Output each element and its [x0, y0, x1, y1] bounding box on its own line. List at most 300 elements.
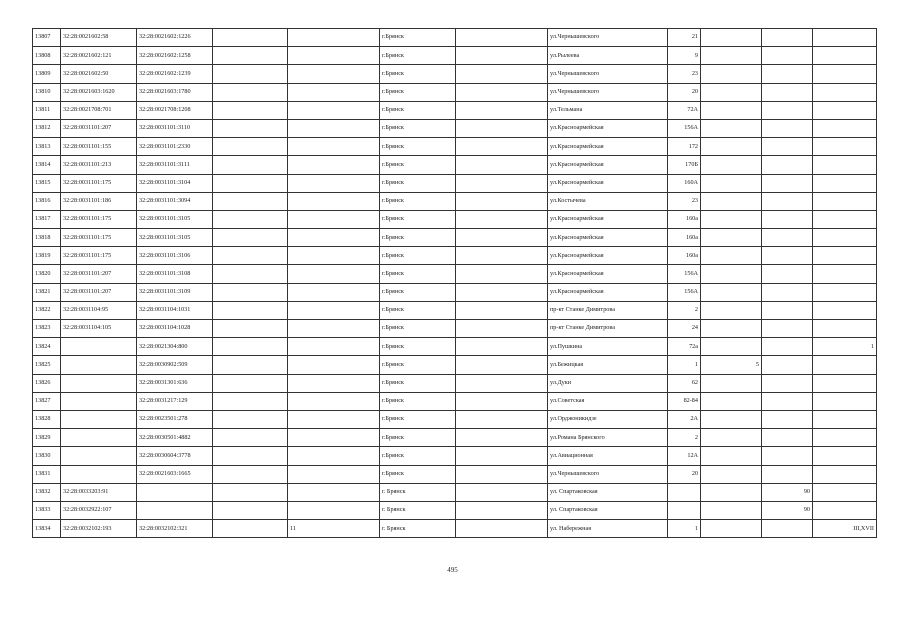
empty-col-2-cell: [456, 29, 548, 47]
col-extra-1-cell: [701, 265, 762, 283]
cadastral-number-building-cell: 32:28:0030501:4882: [137, 429, 213, 447]
empty-col-2-cell: [456, 210, 548, 228]
house-number-cell: 9: [668, 47, 701, 65]
cadastral-number-land-cell: 32:28:0033203:91: [61, 483, 137, 501]
col-extra-1-cell: [701, 210, 762, 228]
table-row: [33, 483, 877, 501]
extra-col-cell: [288, 47, 380, 65]
city-cell: г.Брянск: [380, 47, 456, 65]
table-row: [33, 265, 877, 283]
empty-col-cell: [213, 29, 288, 47]
col-extra-1-cell: [701, 192, 762, 210]
cadastral-number-building-cell: 32:28:0021602:1239: [137, 65, 213, 83]
empty-col-2-cell: [456, 320, 548, 338]
row-number-cell: 13811: [33, 101, 61, 119]
col-extra-1-cell: [701, 374, 762, 392]
extra-col-cell: [288, 301, 380, 319]
col-extra-1-cell: [701, 283, 762, 301]
extra-col-cell: [288, 138, 380, 156]
col-extra-1-cell: [701, 338, 762, 356]
house-number-cell: [668, 501, 701, 519]
street-cell: ул.Красноармейская: [548, 265, 668, 283]
empty-col-cell: [213, 101, 288, 119]
row-number-cell: 13814: [33, 156, 61, 174]
empty-col-2-cell: [456, 392, 548, 410]
house-number-cell: 160А: [668, 174, 701, 192]
col-extra-1-cell: [701, 101, 762, 119]
col-extra-2-cell: 90: [762, 483, 813, 501]
col-extra-2-cell: [762, 429, 813, 447]
col-extra-3-cell: [813, 429, 877, 447]
empty-col-cell: [213, 410, 288, 428]
city-cell: г.Брянск: [380, 338, 456, 356]
table-row: [33, 301, 877, 319]
empty-col-2-cell: [456, 283, 548, 301]
col-extra-2-cell: [762, 301, 813, 319]
street-cell: ул.Красноармейская: [548, 283, 668, 301]
col-extra-3-cell: [813, 265, 877, 283]
cadastral-number-land-cell: 32:28:0031101:175: [61, 174, 137, 192]
street-cell: ул.Пушкина: [548, 338, 668, 356]
extra-col-cell: [288, 229, 380, 247]
city-cell: г.Брянск: [380, 119, 456, 137]
cadastral-number-building-cell: 32:28:0031101:3094: [137, 192, 213, 210]
house-number-cell: 156А: [668, 283, 701, 301]
cadastral-number-land-cell: 32:28:0021602:58: [61, 29, 137, 47]
cadastral-number-land-cell: 32:28:0031101:175: [61, 229, 137, 247]
extra-col-cell: [288, 338, 380, 356]
cadastral-number-land-cell: 32:28:0031101:207: [61, 119, 137, 137]
city-cell: г.Брянск: [380, 410, 456, 428]
col-extra-1-cell: [701, 483, 762, 501]
extra-col-cell: [288, 447, 380, 465]
col-extra-1-cell: [701, 174, 762, 192]
col-extra-3-cell: [813, 320, 877, 338]
city-cell: г. Брянск: [380, 520, 456, 538]
col-extra-1-cell: [701, 410, 762, 428]
col-extra-1-cell: [701, 29, 762, 47]
street-cell: пр-кт Станке Димитрова: [548, 320, 668, 338]
col-extra-1-cell: [701, 119, 762, 137]
city-cell: г.Брянск: [380, 320, 456, 338]
col-extra-2-cell: [762, 320, 813, 338]
extra-col-cell: [288, 283, 380, 301]
row-number-cell: 13815: [33, 174, 61, 192]
house-number-cell: 172: [668, 138, 701, 156]
city-cell: г.Брянск: [380, 301, 456, 319]
house-number-cell: 1: [668, 520, 701, 538]
cadastral-number-building-cell: 32:28:0031101:3111: [137, 156, 213, 174]
street-cell: ул. Спартаковская: [548, 501, 668, 519]
cadastral-number-building-cell: 32:28:0031101:3104: [137, 174, 213, 192]
cadastral-number-building-cell: 32:28:0021304:800: [137, 338, 213, 356]
empty-col-2-cell: [456, 119, 548, 137]
extra-col-cell: [288, 465, 380, 483]
row-number-cell: 13828: [33, 410, 61, 428]
empty-col-cell: [213, 247, 288, 265]
empty-col-2-cell: [456, 338, 548, 356]
col-extra-2-cell: [762, 283, 813, 301]
col-extra-3-cell: [813, 210, 877, 228]
empty-col-2-cell: [456, 265, 548, 283]
street-cell: ул.Красноармейская: [548, 156, 668, 174]
street-cell: ул.Чернышевского: [548, 465, 668, 483]
table-row: [33, 410, 877, 428]
cadastral-number-land-cell: 32:28:0021602:121: [61, 47, 137, 65]
cadastral-number-land-cell: [61, 338, 137, 356]
table-row: [33, 29, 877, 47]
city-cell: г.Брянск: [380, 156, 456, 174]
row-number-cell: 13826: [33, 374, 61, 392]
table-row: [33, 447, 877, 465]
cadastral-number-building-cell: 32:28:0031104:1031: [137, 301, 213, 319]
row-number-cell: 13819: [33, 247, 61, 265]
empty-col-cell: [213, 447, 288, 465]
table-row: [33, 392, 877, 410]
col-extra-3-cell: [813, 229, 877, 247]
extra-col-cell: [288, 210, 380, 228]
cadastral-number-building-cell: 32:28:0031104:1028: [137, 320, 213, 338]
row-number-cell: 13823: [33, 320, 61, 338]
row-number-cell: 13829: [33, 429, 61, 447]
empty-col-2-cell: [456, 138, 548, 156]
col-extra-3-cell: [813, 501, 877, 519]
table-row: [33, 338, 877, 356]
col-extra-2-cell: [762, 447, 813, 465]
city-cell: г.Брянск: [380, 65, 456, 83]
col-extra-3-cell: [813, 138, 877, 156]
empty-col-cell: [213, 229, 288, 247]
city-cell: г.Брянск: [380, 283, 456, 301]
extra-col-cell: [288, 247, 380, 265]
row-number-cell: 13813: [33, 138, 61, 156]
col-extra-2-cell: [762, 338, 813, 356]
house-number-cell: 24: [668, 320, 701, 338]
empty-col-2-cell: [456, 83, 548, 101]
extra-col-cell: [288, 501, 380, 519]
col-extra-3-cell: [813, 247, 877, 265]
street-cell: ул.Красноармейская: [548, 229, 668, 247]
table-row: [33, 174, 877, 192]
col-extra-1-cell: [701, 65, 762, 83]
city-cell: г.Брянск: [380, 356, 456, 374]
table-row: [33, 47, 877, 65]
empty-col-2-cell: [456, 229, 548, 247]
cadastral-number-building-cell: 32:28:0031101:2330: [137, 138, 213, 156]
col-extra-3-cell: [813, 447, 877, 465]
house-number-cell: 160а: [668, 247, 701, 265]
col-extra-2-cell: [762, 392, 813, 410]
street-cell: ул.Красноармейская: [548, 247, 668, 265]
cadastral-number-land-cell: 32:28:0021602:50: [61, 65, 137, 83]
table-row: [33, 229, 877, 247]
empty-col-cell: [213, 138, 288, 156]
empty-col-cell: [213, 483, 288, 501]
house-number-cell: 2: [668, 429, 701, 447]
cadastral-number-building-cell: [137, 501, 213, 519]
street-cell: ул.Красноармейская: [548, 119, 668, 137]
cadastral-number-building-cell: 32:28:0021602:1258: [137, 47, 213, 65]
empty-col-cell: [213, 338, 288, 356]
cadastral-number-building-cell: 32:28:0031217:129: [137, 392, 213, 410]
table-row: [33, 374, 877, 392]
empty-col-2-cell: [456, 356, 548, 374]
extra-col-cell: [288, 192, 380, 210]
street-cell: ул.Чернышевского: [548, 65, 668, 83]
empty-col-cell: [213, 174, 288, 192]
col-extra-1-cell: [701, 301, 762, 319]
col-extra-1-cell: [701, 429, 762, 447]
empty-col-2-cell: [456, 501, 548, 519]
street-cell: ул.Рылеева: [548, 47, 668, 65]
col-extra-3-cell: [813, 356, 877, 374]
row-number-cell: 13832: [33, 483, 61, 501]
empty-col-cell: [213, 301, 288, 319]
city-cell: г.Брянск: [380, 83, 456, 101]
col-extra-2-cell: [762, 265, 813, 283]
empty-col-cell: [213, 283, 288, 301]
street-cell: ул.Тельмана: [548, 101, 668, 119]
empty-col-cell: [213, 356, 288, 374]
extra-col-cell: [288, 374, 380, 392]
empty-col-cell: [213, 520, 288, 538]
house-number-cell: 2А: [668, 410, 701, 428]
cadastral-number-land-cell: [61, 392, 137, 410]
col-extra-1-cell: [701, 320, 762, 338]
empty-col-2-cell: [456, 47, 548, 65]
col-extra-1-cell: [701, 83, 762, 101]
cadastral-number-land-cell: [61, 410, 137, 428]
empty-col-2-cell: [456, 410, 548, 428]
empty-col-2-cell: [456, 192, 548, 210]
city-cell: г.Брянск: [380, 265, 456, 283]
cadastral-number-land-cell: 32:28:0032922:107: [61, 501, 137, 519]
house-number-cell: 82-84: [668, 392, 701, 410]
col-extra-1-cell: [701, 156, 762, 174]
col-extra-3-cell: [813, 410, 877, 428]
extra-col-cell: [288, 265, 380, 283]
table-row: [33, 138, 877, 156]
cadastral-number-building-cell: 32:28:0030604:3778: [137, 447, 213, 465]
cadastral-number-building-cell: 32:28:0021603:1780: [137, 83, 213, 101]
street-cell: ул. Набережная: [548, 520, 668, 538]
extra-col-cell: [288, 392, 380, 410]
col-extra-3-cell: [813, 156, 877, 174]
col-extra-3-cell: [813, 374, 877, 392]
extra-col-cell: [288, 156, 380, 174]
empty-col-cell: [213, 83, 288, 101]
city-cell: г.Брянск: [380, 210, 456, 228]
col-extra-2-cell: [762, 229, 813, 247]
col-extra-3-cell: [813, 174, 877, 192]
extra-col-cell: [288, 356, 380, 374]
col-extra-2-cell: [762, 520, 813, 538]
row-number-cell: 13830: [33, 447, 61, 465]
empty-col-2-cell: [456, 429, 548, 447]
cadastral-number-building-cell: 32:28:0031101:3106: [137, 247, 213, 265]
col-extra-2-cell: [762, 47, 813, 65]
house-number-cell: 160а: [668, 210, 701, 228]
street-cell: ул.Красноармейская: [548, 174, 668, 192]
col-extra-1-cell: [701, 447, 762, 465]
cadastral-number-land-cell: 32:28:0031101:155: [61, 138, 137, 156]
row-number-cell: 13834: [33, 520, 61, 538]
col-extra-2-cell: [762, 174, 813, 192]
col-extra-1-cell: 5: [701, 356, 762, 374]
page-number: 495: [447, 566, 458, 574]
table-row: [33, 501, 877, 519]
row-number-cell: 13812: [33, 119, 61, 137]
row-number-cell: 13827: [33, 392, 61, 410]
cadastral-number-land-cell: 32:28:0031101:175: [61, 247, 137, 265]
col-extra-2-cell: [762, 83, 813, 101]
city-cell: г.Брянск: [380, 29, 456, 47]
col-extra-3-cell: [813, 301, 877, 319]
city-cell: г. Брянск: [380, 501, 456, 519]
extra-col-cell: [288, 29, 380, 47]
city-cell: г.Брянск: [380, 447, 456, 465]
cadastral-number-building-cell: 32:28:0032102:321: [137, 520, 213, 538]
empty-col-2-cell: [456, 174, 548, 192]
col-extra-2-cell: [762, 374, 813, 392]
table-row: [33, 65, 877, 83]
house-number-cell: 20: [668, 83, 701, 101]
col-extra-2-cell: [762, 101, 813, 119]
street-cell: ул.Орджоникидзе: [548, 410, 668, 428]
table-row: [33, 520, 877, 538]
cadastral-number-land-cell: [61, 429, 137, 447]
empty-col-cell: [213, 210, 288, 228]
col-extra-1-cell: [701, 229, 762, 247]
col-extra-2-cell: [762, 410, 813, 428]
empty-col-cell: [213, 265, 288, 283]
extra-col-cell: [288, 429, 380, 447]
street-cell: ул.Советская: [548, 392, 668, 410]
empty-col-2-cell: [456, 156, 548, 174]
col-extra-3-cell: 1: [813, 338, 877, 356]
extra-col-cell: [288, 83, 380, 101]
empty-col-2-cell: [456, 65, 548, 83]
city-cell: г.Брянск: [380, 429, 456, 447]
col-extra-2-cell: [762, 156, 813, 174]
street-cell: ул.Чернышевского: [548, 29, 668, 47]
house-number-cell: 23: [668, 65, 701, 83]
city-cell: г.Брянск: [380, 174, 456, 192]
col-extra-3-cell: [813, 65, 877, 83]
house-number-cell: 21: [668, 29, 701, 47]
cadastral-number-building-cell: 32:28:0021602:1226: [137, 29, 213, 47]
house-number-cell: 23: [668, 192, 701, 210]
cadastral-number-land-cell: [61, 356, 137, 374]
street-cell: ул.Авиационная: [548, 447, 668, 465]
cadastral-number-land-cell: 32:28:0021603:1620: [61, 83, 137, 101]
empty-col-cell: [213, 192, 288, 210]
col-extra-3-cell: [813, 192, 877, 210]
cadastral-number-building-cell: 32:28:0030902:509: [137, 356, 213, 374]
cadastral-number-building-cell: [137, 483, 213, 501]
row-number-cell: 13809: [33, 65, 61, 83]
col-extra-2-cell: [762, 210, 813, 228]
house-number-cell: 12А: [668, 447, 701, 465]
col-extra-3-cell: [813, 465, 877, 483]
cadastral-number-building-cell: 32:28:0031101:3105: [137, 229, 213, 247]
cadastral-number-building-cell: 32:28:0023501:278: [137, 410, 213, 428]
street-cell: ул.Красноармейская: [548, 210, 668, 228]
cadastral-number-building-cell: 32:28:0031101:3110: [137, 119, 213, 137]
extra-col-cell: [288, 101, 380, 119]
registry-table: [32, 28, 877, 538]
house-number-cell: 62: [668, 374, 701, 392]
col-extra-2-cell: [762, 119, 813, 137]
empty-col-cell: [213, 65, 288, 83]
cadastral-number-land-cell: 32:28:0031101:186: [61, 192, 137, 210]
house-number-cell: 156А: [668, 265, 701, 283]
empty-col-cell: [213, 374, 288, 392]
empty-col-cell: [213, 320, 288, 338]
house-number-cell: 160а: [668, 229, 701, 247]
empty-col-cell: [213, 429, 288, 447]
col-extra-2-cell: [762, 247, 813, 265]
cadastral-number-building-cell: 32:28:0021603:1665: [137, 465, 213, 483]
city-cell: г.Брянск: [380, 465, 456, 483]
cadastral-number-land-cell: [61, 447, 137, 465]
extra-col-cell: [288, 410, 380, 428]
col-extra-3-cell: [813, 83, 877, 101]
row-number-cell: 13810: [33, 83, 61, 101]
city-cell: г. Брянск: [380, 483, 456, 501]
house-number-cell: 72А: [668, 101, 701, 119]
extra-col-cell: [288, 65, 380, 83]
col-extra-1-cell: [701, 520, 762, 538]
table-row: [33, 210, 877, 228]
table-row: [33, 247, 877, 265]
cadastral-number-land-cell: 32:28:0032102:193: [61, 520, 137, 538]
house-number-cell: 156А: [668, 119, 701, 137]
table-row: [33, 83, 877, 101]
street-cell: ул.Романа Брянского: [548, 429, 668, 447]
empty-col-cell: [213, 47, 288, 65]
col-extra-1-cell: [701, 247, 762, 265]
extra-col-cell: [288, 119, 380, 137]
cadastral-number-building-cell: 32:28:0031101:3105: [137, 210, 213, 228]
col-extra-3-cell: [813, 483, 877, 501]
house-number-cell: 20: [668, 465, 701, 483]
cadastral-number-land-cell: [61, 374, 137, 392]
col-extra-1-cell: [701, 465, 762, 483]
row-number-cell: 13808: [33, 47, 61, 65]
row-number-cell: 13807: [33, 29, 61, 47]
city-cell: г.Брянск: [380, 229, 456, 247]
empty-col-2-cell: [456, 483, 548, 501]
row-number-cell: 13833: [33, 501, 61, 519]
col-extra-3-cell: [813, 283, 877, 301]
table-row: [33, 356, 877, 374]
extra-col-cell: [288, 483, 380, 501]
empty-col-cell: [213, 501, 288, 519]
house-number-cell: 170Б: [668, 156, 701, 174]
house-number-cell: 72а: [668, 338, 701, 356]
city-cell: г.Брянск: [380, 138, 456, 156]
street-cell: ул.Бежицкая: [548, 356, 668, 374]
house-number-cell: 2: [668, 301, 701, 319]
house-number-cell: 1: [668, 356, 701, 374]
empty-col-2-cell: [456, 301, 548, 319]
empty-col-2-cell: [456, 447, 548, 465]
col-extra-2-cell: [762, 465, 813, 483]
extra-col-cell: [288, 174, 380, 192]
empty-col-cell: [213, 156, 288, 174]
row-number-cell: 13817: [33, 210, 61, 228]
